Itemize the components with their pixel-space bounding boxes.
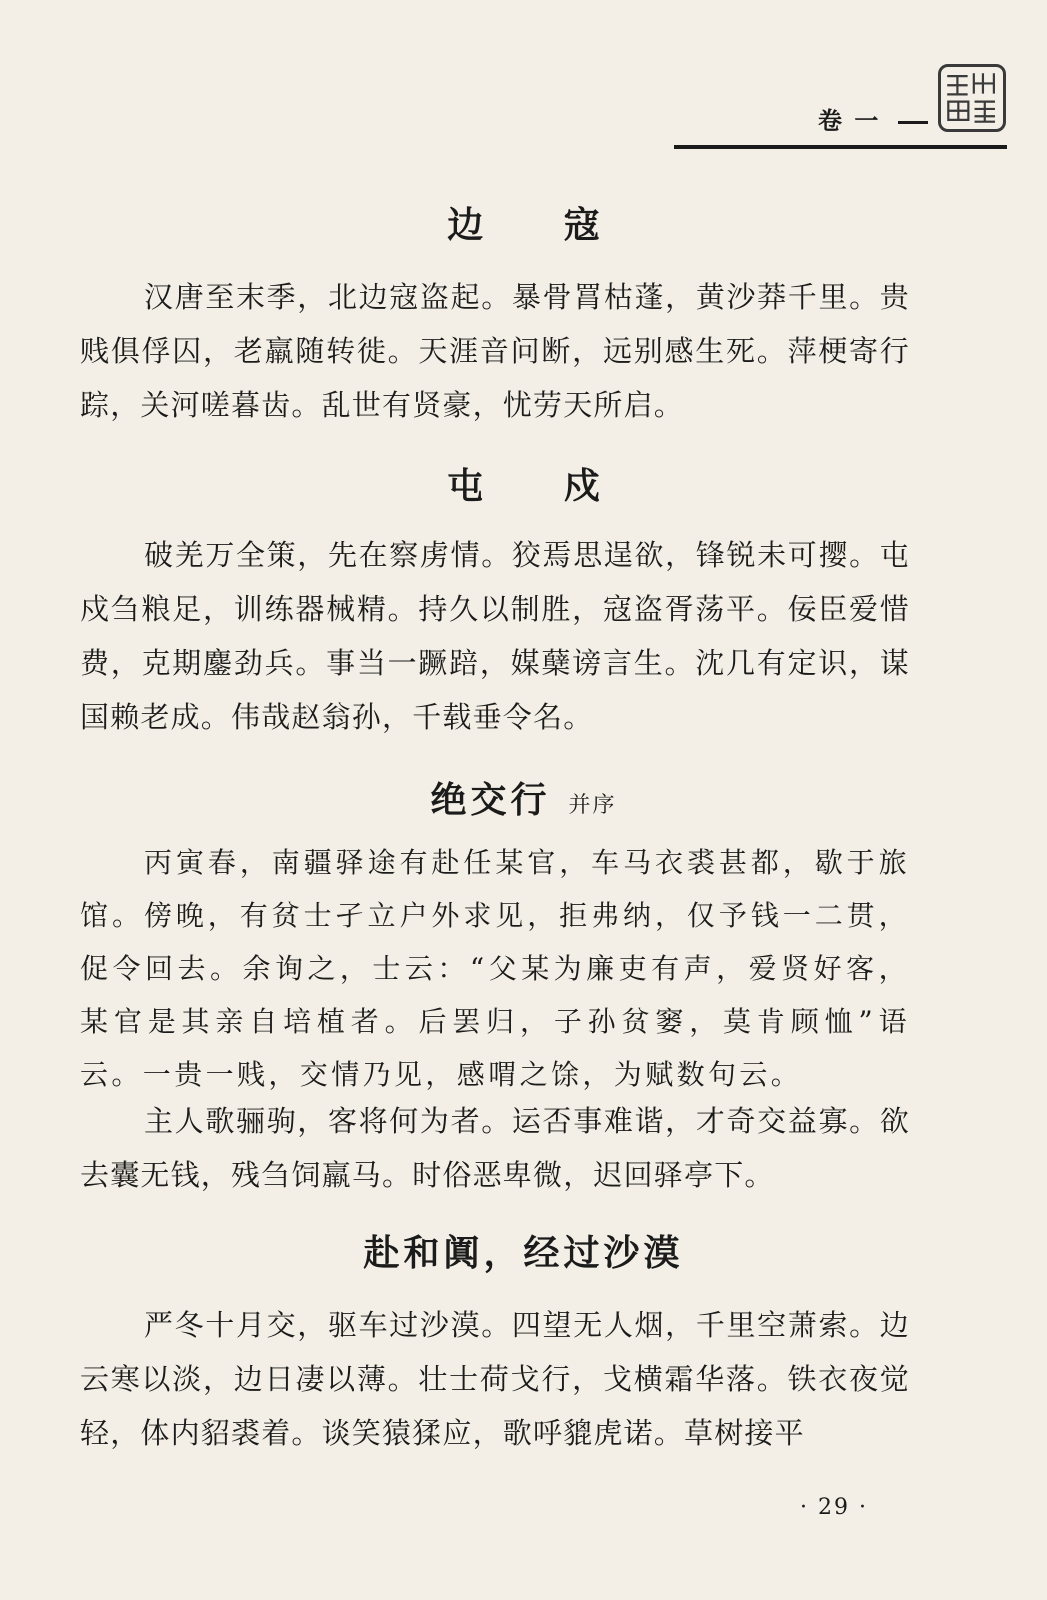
header-rule — [674, 145, 1007, 149]
page-number: · 29 · — [800, 1495, 868, 1520]
preface-jue-jiao-xing: 丙寅春，南疆驿途有赴任某官，车马衣裘甚都，歇于旅馆。傍晚，有贫士孑立户外求见，拒弗纳，仅予钱一二贯，促令回去。余询之，士云：“父某为廉吏有声，爱贤好客，某官是其亲自培植者。后罢归，子孙贫窭，莫肯顾恤”语云。一贵一贱，交情乃见，感喟之馀，为赋数句云。 — [80, 846, 910, 1091]
section-title-note: 并序 — [568, 793, 617, 818]
poem-tun-shu: 破羌万全策，先在察虏情。狡焉思逞欲，锋锐未可撄。屯戍刍粮足，训练器械精。持久以制胜，寇盗胥荡平。佞臣爱惜费，克期鏖劲兵。事当一蹶踣，媒蘖谤言生。沈几有定识，谋国赖老成。伟哉赵翁孙，千载垂令名。 — [80, 538, 910, 734]
running-head — [818, 101, 928, 136]
section-title-text: 绝交行 — [430, 780, 551, 821]
seal-glyph-icon — [941, 67, 1003, 129]
poem-bian-kou: 汉唐至末季，北边寇盗起。暴骨罥枯蓬，黄沙莽千里。贵贱俱俘囚，老羸随转徙。天涯音问断，远别感生死。萍梗寄行踪，关河嗟暮齿。乱世有贤豪，忧劳天所启。 — [80, 280, 910, 422]
section-title-tun-shu: 屯 戍 — [447, 466, 634, 507]
section-title-bian-kou: 边 寇 — [447, 205, 634, 246]
poem-jue-jiao-xing: 主人歌骊驹，客将何为者。运否事难谐，才奇交益寡。欲去囊无钱，残刍饲羸马。时俗恶卑微，迟回驿亭下。 — [80, 1104, 910, 1192]
section-title-fu-he-tian: 赴和阗，经过沙漠 — [363, 1233, 684, 1274]
running-head-title: 卷 一 — [818, 107, 881, 135]
section-title-jue-jiao-xing — [0, 772, 1047, 823]
running-head-dash — [898, 121, 928, 124]
seal-stamp-icon — [938, 64, 1006, 132]
poem-fu-he-tian: 严冬十月交，驱车过沙漠。四望无人烟，千里空萧索。边云寒以淡，边日凄以薄。壮士荷戈行，戈横霜华落。铁衣夜觉轻，体内貂裘着。谈笑猿猱应，歌呼貔虎诺。草树接平 — [80, 1308, 910, 1450]
